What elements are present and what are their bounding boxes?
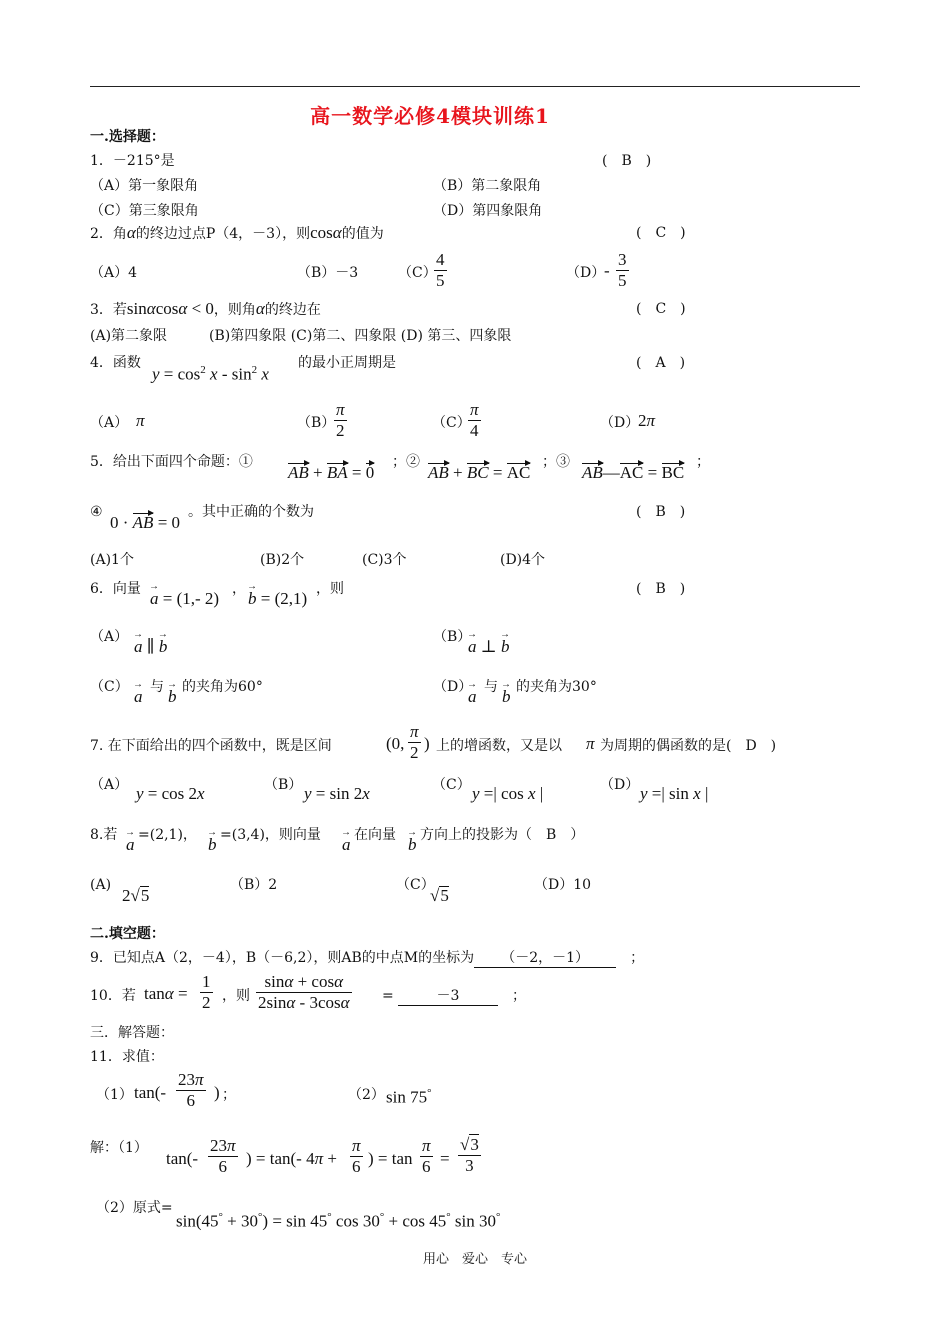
q4-option-a: （A） (90, 415, 129, 431)
q11-sol1-c: ) = tan (368, 1149, 413, 1168)
q11-sol2: （2）原式= (96, 1200, 173, 1216)
q5-option-b: (B)2个 (260, 552, 305, 568)
q8-option-d: （D）10 (534, 877, 592, 893)
q5-prop4: 0 · AB = 0 (110, 513, 181, 532)
q11-sol2-formula: sin(45° + 30°) = sin 45° cos 30° + cos 45° sin 30° (176, 1211, 501, 1231)
q8-stem-d: 在向量 (354, 827, 396, 843)
q6-d-a: → a (468, 688, 477, 706)
q1-option-c: （C）第三象限角 (90, 203, 199, 219)
q2-stem: 2．角α的终边过点P（4，－3），则cosα的值为 (90, 223, 384, 242)
page-title: 高一数学必修4模块训练1 (310, 104, 550, 128)
q11-sol1-frac2: π 6 (352, 1136, 361, 1176)
q7-interval-open: (0, (386, 734, 405, 753)
q2-frac-c: 4 5 (436, 250, 445, 290)
section-fill: 二.填空题： (90, 926, 165, 942)
q10-frac: sinα + cosα 2sinα - 3cosα (258, 972, 350, 1012)
q4-pi: π (136, 411, 145, 430)
q5-option-d: (D)4个 (500, 552, 546, 568)
q6-option-a: （A） (90, 629, 129, 645)
q7-stem-c: 为周期的偶函数的是( D ) (600, 738, 777, 754)
q10-tan: tanα = (144, 984, 188, 1003)
q10-half: 1 2 (202, 972, 211, 1012)
q4-frac-c: π 4 (470, 400, 479, 440)
q8-option-c: （C） (396, 877, 435, 893)
q7-option-d: （D） (600, 777, 640, 793)
q6-vec-b: → b = (2,1) (248, 590, 307, 608)
section-answer: 三．解答题： (90, 1025, 174, 1041)
q1-option-a: （A）第一象限角 (90, 178, 199, 194)
q6-d-with: 与 (484, 679, 498, 695)
q8-fa: 2√5 (122, 886, 150, 905)
q7-fc: y =| cos x | (472, 784, 544, 803)
q4-formula: $y = \cos^2 x - \sin^2 x$ (152, 364, 269, 384)
q4-stem: 4．函数 (90, 355, 141, 371)
q8-stem-a: 8.若 (90, 827, 118, 843)
q11-sol1-frac3: π 6 (422, 1136, 431, 1176)
q5-sep3: ；③ (542, 454, 570, 470)
q8-b1: → b (208, 836, 217, 854)
q9-stem: 9．已知点A（2，－4），B（－6,2），则AB的中点M的坐标为 （－2，－1） ； (90, 950, 645, 966)
q6-answer: ( B ) (636, 581, 686, 597)
q7-interval-frac: π 2 (410, 722, 419, 762)
q3-stem: 3．若sinαcosα < 0，则角α的终边在 (90, 299, 321, 318)
q11-p1-frac: 23π 6 (178, 1070, 204, 1110)
q8-a1: → a (126, 836, 135, 854)
q1-option-b: （B）第二象限角 (433, 178, 542, 194)
q7-interval-close: ) (424, 734, 430, 753)
q6-stem-b: ，则 (316, 581, 344, 597)
q11-sol1-frac4: √3 3 (460, 1135, 479, 1175)
q6-c-with: 与 (150, 679, 164, 695)
q5-tail: 。其中正确的个数为 (188, 504, 314, 520)
q2-option-d: （D） (566, 265, 606, 281)
q8-a2: → a (342, 836, 351, 854)
q8-stem-e: 方向上的投影为（ B ） (420, 827, 585, 843)
q5-circle4: ④ (90, 504, 103, 520)
q6-perp: → a ⊥ → b (468, 638, 510, 656)
q5-prop3: AB—AC = BC (582, 463, 685, 482)
q10-stem-b: ，则 (222, 988, 250, 1004)
q3-answer: ( C ) (636, 301, 686, 317)
q4-answer: ( A ) (636, 355, 686, 371)
q4-option-c: （C） (432, 415, 471, 431)
q10-blank: －3 (398, 987, 498, 1006)
q7-option-c: （C） (432, 777, 471, 793)
q2-option-c: （C） (398, 265, 437, 281)
q1-answer: ( B ) (602, 153, 652, 169)
q5-prop2: AB + BC = AC (428, 463, 531, 482)
q8-stem-c: =(3,4)，则向量 (220, 827, 321, 843)
q4-frac-b: π 2 (336, 400, 345, 440)
q11-p2-sin: sin 75° (386, 1087, 432, 1107)
q4-stem-b: 的最小正周期是 (298, 355, 396, 371)
q7-stem-b: 上的增函数，又是以 (436, 738, 562, 754)
q2-answer: ( C ) (636, 225, 686, 241)
q8-fc: √5 (430, 886, 449, 905)
q4-2pi: 2π (638, 411, 656, 430)
q1-option-d: （D）第四象限角 (433, 203, 543, 219)
q6-c-angle: 的夹角为60° (182, 679, 263, 695)
q6-parallel: → a ∥ → b (134, 638, 167, 656)
q11-sol1-b: ) = tan(- 4π + (246, 1149, 337, 1168)
q7-fa: y = cos 2x (136, 784, 205, 803)
q11-p2: （2） (348, 1087, 385, 1103)
q8-b2: → b (408, 836, 417, 854)
q7-stem-a: 7. 在下面给出的四个函数中，既是区间 (90, 738, 332, 754)
q6-stem: 6．向量 (90, 581, 141, 597)
q11-p1-close: ) (214, 1083, 220, 1102)
q10-answer-line: －3 ； (398, 987, 526, 1006)
q10-eq: = (382, 988, 394, 1004)
q5-stem: 5．给出下面四个命题：① (90, 454, 253, 470)
q6-comma: ， (232, 581, 246, 597)
q5-sep2: ；② (392, 454, 420, 470)
q6-d-b: → b (502, 688, 511, 706)
page-footer: 用心 爱心 专心 (422, 1252, 527, 1267)
q11-sol1-d: = (440, 1149, 450, 1168)
q1-stem: 1．－215°是 (90, 153, 175, 169)
q10-stem-a: 10．若 (90, 988, 136, 1004)
q11-p1-tan: tan(- (134, 1083, 167, 1102)
q7-option-a: （A） (90, 777, 129, 793)
q2-option-a: （A）4 (90, 265, 138, 281)
q11-stem: 11．求值： (90, 1049, 164, 1065)
q7-pi: π (586, 734, 595, 753)
q6-option-c: （C） (90, 679, 129, 695)
q11-sol1: 解：（1） (90, 1140, 148, 1156)
q11-sol1-frac1: 23π 6 (210, 1136, 236, 1176)
q5-option-a: (A)1个 (90, 552, 134, 568)
q2-frac-d: 3 5 (618, 250, 627, 290)
q6-c-a: → a (134, 688, 143, 706)
section-choice: 一.选择题： (90, 129, 165, 145)
q6-vec-a: → a = (1,- 2) (150, 590, 219, 608)
q11-sol1-a: tan(- (166, 1149, 199, 1168)
q7-fb: y = sin 2x (304, 784, 370, 803)
q6-option-d: （D） (433, 679, 473, 695)
q9-blank: （－2，－1） (474, 949, 616, 968)
q6-d-angle: 的夹角为30° (516, 679, 597, 695)
q4-option-b: （B） (297, 415, 336, 431)
q2-option-b: （B）－3 (297, 265, 359, 281)
q3-options: (A)第二象限 (B)第四象限 (C)第二、四象限 (D) 第三、四象限 (90, 328, 512, 344)
q2-minus: - (604, 261, 610, 280)
q11-p1-end: ； (222, 1087, 236, 1103)
header-rule (90, 86, 860, 87)
q8-stem-b: =(2,1)， (138, 827, 197, 843)
q5-sep4: ； (696, 454, 710, 470)
q5-answer: ( B ) (636, 504, 686, 520)
q11-p1: （1） (96, 1087, 133, 1103)
q5-option-c: (C)3个 (362, 552, 407, 568)
q4-option-d: （D） (600, 415, 640, 431)
q8-option-a: (A) (90, 877, 112, 893)
q7-fd: y =| sin x | (640, 784, 709, 803)
q6-c-b: → b (168, 688, 177, 706)
q8-option-b: （B）2 (230, 877, 278, 893)
q5-prop1: AB + BA = 0 (288, 463, 375, 482)
q6-option-b: （B） (433, 629, 472, 645)
q7-option-b: （B） (264, 777, 303, 793)
